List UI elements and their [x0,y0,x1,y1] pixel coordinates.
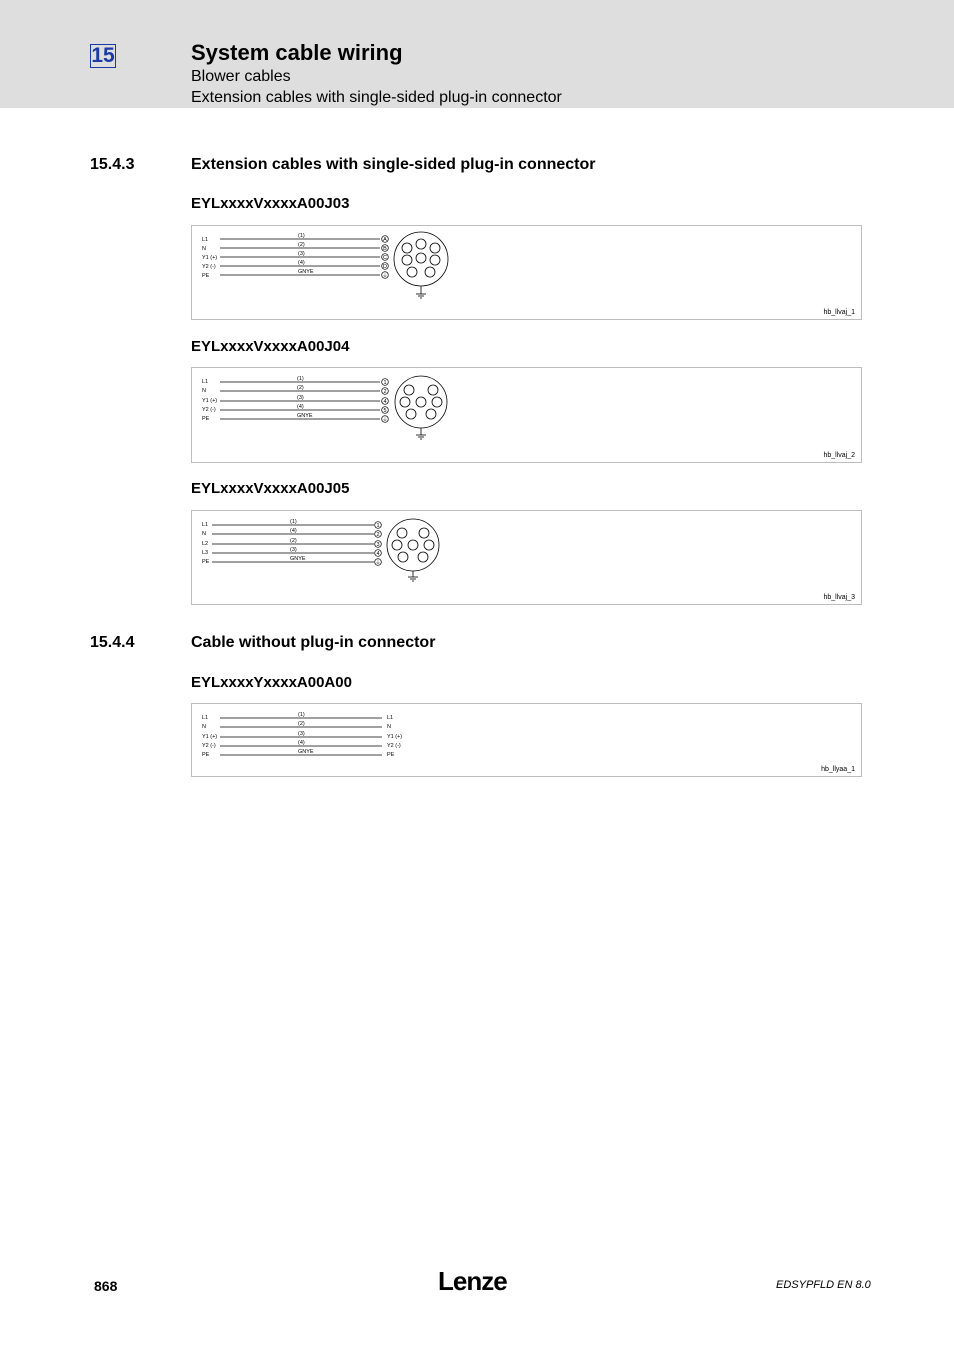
wire-label: (1) [290,519,297,525]
figure-id: hb_llvaj_2 [823,452,855,459]
signal-label: N [202,531,206,537]
pin-labels [382,380,388,423]
pin-label: 2 [376,532,380,538]
lenze-logo: Lenze [438,1266,507,1296]
figure-title: EYLxxxxVxxxxA00J04 [191,338,350,355]
signal-label: L2 [202,541,209,547]
signal-labels [202,715,217,758]
signal-label: Y2 (-) [202,743,216,749]
pin-label: 3 [376,542,380,548]
wire-label: (2) [298,721,305,727]
pin-label: ⏚ [382,417,388,423]
connector-face-icon [395,376,447,439]
section-title: Extension cables with single-sided plug-in connector [191,156,596,173]
wiring-diagram [191,367,862,463]
wire-label: (3) [297,395,304,401]
pin-label: B [383,246,387,252]
wiring-diagram-drawing [192,368,863,464]
wire-label: (4) [298,740,305,746]
signal-label: PE [202,752,210,758]
pin-label: 4 [383,399,387,405]
wire-label: (1) [297,376,304,382]
end-label: L1 [387,715,394,721]
end-labels [387,715,402,758]
wire-label: GNYE [290,556,306,562]
pin-label: C [383,255,387,261]
pin-labels [382,237,388,279]
wire-label: GNYE [298,749,314,755]
end-label: PE [387,752,395,758]
pin-label: A [383,237,387,243]
section-number: 15.4.3 [90,156,135,173]
figure-title: EYLxxxxYxxxxA00A00 [191,674,352,691]
wire-label: (2) [297,385,304,391]
wiring-diagram [191,703,862,777]
chapter-subtitle-1: Blower cables [191,68,291,85]
wire-label: (4) [297,404,304,410]
section-number: 15.4.4 [90,634,135,651]
pin-label: ⏚ [382,273,388,279]
wiring-diagram [191,510,862,605]
wire-labels [298,712,314,755]
wire-label: GNYE [298,269,314,275]
wire-labels [297,376,313,419]
wire-label: (3) [290,547,297,553]
wire-label: (4) [298,260,305,266]
chapter-number-link[interactable]: 15 [91,44,115,67]
signal-labels [202,379,217,422]
wire-label: GNYE [297,413,313,419]
pin-label: 1 [376,523,380,529]
signal-label: PE [202,273,210,279]
signal-label: L1 [202,715,209,721]
signal-label: Y1 (+) [202,734,218,740]
wire-label: (1) [298,233,305,239]
wiring-diagram-drawing [192,226,863,321]
pin-label: D [383,264,387,270]
signal-label: N [202,724,206,730]
document-reference: EDSYPFLD EN 8.0 [776,1279,871,1291]
connector-face-icon [387,519,439,581]
signal-label: PE [202,559,210,565]
figure-title: EYLxxxxVxxxxA00J03 [191,195,350,212]
wire-labels [290,519,306,562]
pin-label: 2 [383,389,387,395]
signal-label: Y1 (+) [202,398,218,404]
figure-id: hb_llvaj_1 [823,309,855,316]
signal-labels [202,237,217,279]
section-title: Cable without plug-in connector [191,634,436,651]
wire-label: (2) [290,538,297,544]
end-label: Y1 (+) [387,734,403,740]
pin-label: 1 [383,380,387,386]
signal-label: Y2 (-) [202,264,216,270]
wiring-diagram [191,225,862,320]
signal-label: L1 [202,237,209,243]
connector-face-icon [394,232,448,298]
pin-label: 5 [383,408,387,414]
wiring-diagram-drawing [192,704,863,778]
page-number: 868 [94,1278,118,1294]
signal-label: N [202,388,206,394]
wire-label: (3) [298,731,305,737]
signal-label: L3 [202,550,209,556]
signal-label: Y2 (-) [202,407,216,413]
signal-labels [202,522,210,565]
signal-label: Y1 (+) [202,255,218,261]
figure-id: hb_llyaa_1 [821,766,855,773]
pin-label: 4 [376,551,380,557]
wire-label: (4) [290,528,297,534]
wire-label: (2) [298,242,305,248]
signal-label: L1 [202,379,209,385]
wire-label: (3) [298,251,305,257]
pin-labels [375,523,381,566]
wiring-diagram-drawing [192,511,863,606]
end-label: N [387,724,391,730]
signal-label: PE [202,416,210,422]
pin-label: ⏚ [375,560,381,566]
signal-label: N [202,246,206,252]
signal-label: L1 [202,522,209,528]
figure-title: EYLxxxxVxxxxA00J05 [191,480,350,497]
chapter-title: System cable wiring [191,40,403,65]
wire-label: (1) [298,712,305,718]
chapter-subtitle-2: Extension cables with single-sided plug-in connector [191,89,562,106]
figure-id: hb_llvaj_3 [823,594,855,601]
end-label: Y2 (-) [387,743,401,749]
